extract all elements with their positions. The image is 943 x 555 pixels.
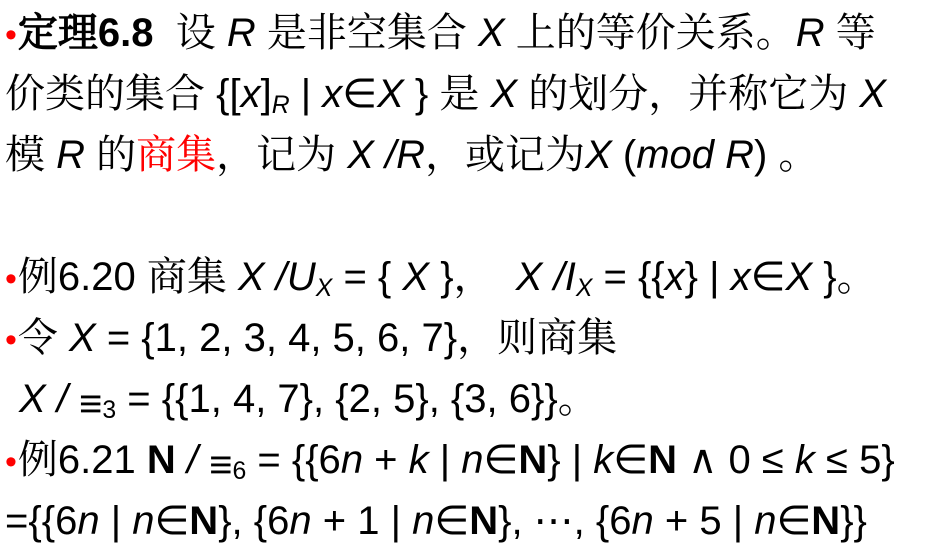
text-segment: n — [77, 499, 100, 543]
text-segment: / — [45, 377, 80, 421]
text-segment: 6 — [232, 457, 247, 485]
text-segment: N — [469, 499, 499, 543]
text-segment: X — [69, 316, 96, 360]
text-segment: X — [575, 274, 593, 302]
text-segment: | — [99, 499, 133, 543]
text-segment: n — [461, 438, 484, 482]
text-segment: + — [363, 438, 409, 482]
text-segment: n — [754, 499, 777, 543]
text-segment: ≡ — [79, 381, 103, 426]
text-segment: }。 — [812, 255, 877, 299]
text-segment: = {{ — [592, 255, 665, 299]
text-segment: 令 — [17, 316, 70, 360]
text-segment: ∧ 0 ≤ — [676, 438, 795, 482]
text-segment: N — [189, 499, 219, 543]
text-segment: = { — [332, 255, 403, 299]
text-segment: }} — [840, 499, 867, 543]
text-segment: = {{1, 4, 7}, {2, 5}, {3, 6}}。 — [116, 377, 598, 421]
text-segment: X — [477, 11, 505, 55]
text-segment: ∈ — [613, 438, 649, 482]
text-segment: x — [322, 72, 343, 116]
text-segment: 3 — [102, 396, 117, 424]
text-segment: x — [730, 255, 751, 299]
text-segment: x — [240, 72, 261, 116]
text-segment: ={{6 — [5, 499, 78, 543]
text-line — [5, 308, 943, 369]
text-segment: ∈ — [776, 499, 812, 543]
text-segment: n — [132, 499, 155, 543]
text-segment: + 5 | — [653, 499, 755, 543]
text-segment: X — [859, 72, 887, 116]
text-segment: }, {6 — [218, 499, 290, 543]
text-segment: R — [271, 91, 290, 119]
text-segment: | — [289, 72, 323, 116]
text-segment: } | — [684, 255, 731, 299]
text-segment: 等 — [824, 11, 876, 55]
text-segment: ，记为 — [216, 133, 348, 177]
text-segment: N — [648, 438, 677, 482]
text-segment: k — [593, 438, 614, 482]
text-line — [5, 3, 943, 64]
text-segment: R — [56, 133, 86, 177]
text-segment: ≡ — [209, 442, 233, 487]
text-segment: X — [402, 255, 430, 299]
text-segment: N — [811, 499, 841, 543]
text-segment: 模 — [5, 133, 57, 177]
text-segment: n — [340, 438, 364, 482]
text-segment: X — [19, 377, 46, 421]
text-line — [5, 430, 943, 491]
text-segment: N — [518, 438, 548, 482]
blank-line — [5, 186, 943, 247]
text-segment: n — [289, 499, 312, 543]
text-segment: 例6.21 — [17, 438, 147, 482]
text-segment: 价类的集合 {[ — [5, 72, 241, 116]
text-line — [5, 491, 943, 552]
text-segment: 的划分，并称它为 — [517, 72, 860, 116]
text-segment: }， — [429, 255, 516, 299]
text-line — [5, 125, 943, 186]
bullet-icon: • — [5, 321, 17, 359]
text-segment: ∈ — [434, 499, 470, 543]
text-segment: }, ⋯, {6 — [498, 499, 632, 543]
text-segment: 商集 — [136, 133, 217, 177]
text-segment: mod R — [636, 133, 754, 177]
text-segment: + 1 | — [311, 499, 413, 543]
text-segment: X — [315, 274, 333, 302]
text-segment: X /U — [237, 255, 316, 299]
bullet-icon: • — [5, 443, 17, 481]
text-segment: 例6.20 商集 — [17, 255, 238, 299]
text-line — [5, 247, 943, 308]
text-segment: X — [585, 133, 612, 177]
text-segment: R — [226, 11, 256, 55]
text-segment: 设 — [153, 11, 227, 55]
text-segment: ≤ 5} — [814, 438, 895, 482]
text-segment: ∈ — [750, 255, 786, 299]
text-segment: n — [631, 499, 654, 543]
text-segment: } 是 — [403, 72, 491, 116]
text-segment: / — [175, 438, 210, 482]
text-segment: } | — [547, 438, 594, 482]
text-segment: ) 。 — [754, 133, 819, 177]
text-segment: X /R — [347, 133, 426, 177]
text-segment: ] — [260, 72, 272, 116]
text-segment: 定理6.8 — [17, 11, 154, 55]
bullet-icon: • — [5, 260, 17, 298]
text-segment: k — [794, 438, 815, 482]
text-segment: X — [785, 255, 813, 299]
text-segment: x — [664, 255, 685, 299]
text-segment: R — [795, 11, 825, 55]
text-segment: k — [408, 438, 429, 482]
text-segment: ∈ — [154, 499, 190, 543]
text-segment: ∈ — [483, 438, 519, 482]
text-segment: 是非空集合 — [255, 11, 478, 55]
text-segment: | — [428, 438, 462, 482]
text-segment: = {{6 — [246, 438, 341, 482]
text-segment: 上的等价关系。 — [504, 11, 796, 55]
text-segment: 的 — [85, 133, 137, 177]
text-segment: X — [377, 72, 404, 116]
text-segment: ，或记为 — [425, 133, 586, 177]
text-line — [5, 64, 943, 125]
text-segment: ∈ — [342, 72, 378, 116]
text-line — [5, 369, 943, 430]
text-segment: N — [146, 438, 176, 482]
text-segment: X /I — [515, 255, 576, 299]
text-segment: n — [412, 499, 435, 543]
bullet-icon: • — [5, 16, 17, 54]
text-segment: X — [490, 72, 518, 116]
text-segment: ( — [611, 133, 637, 177]
text-segment: = {1, 2, 3, 4, 5, 6, 7}，则商集 — [95, 316, 618, 360]
